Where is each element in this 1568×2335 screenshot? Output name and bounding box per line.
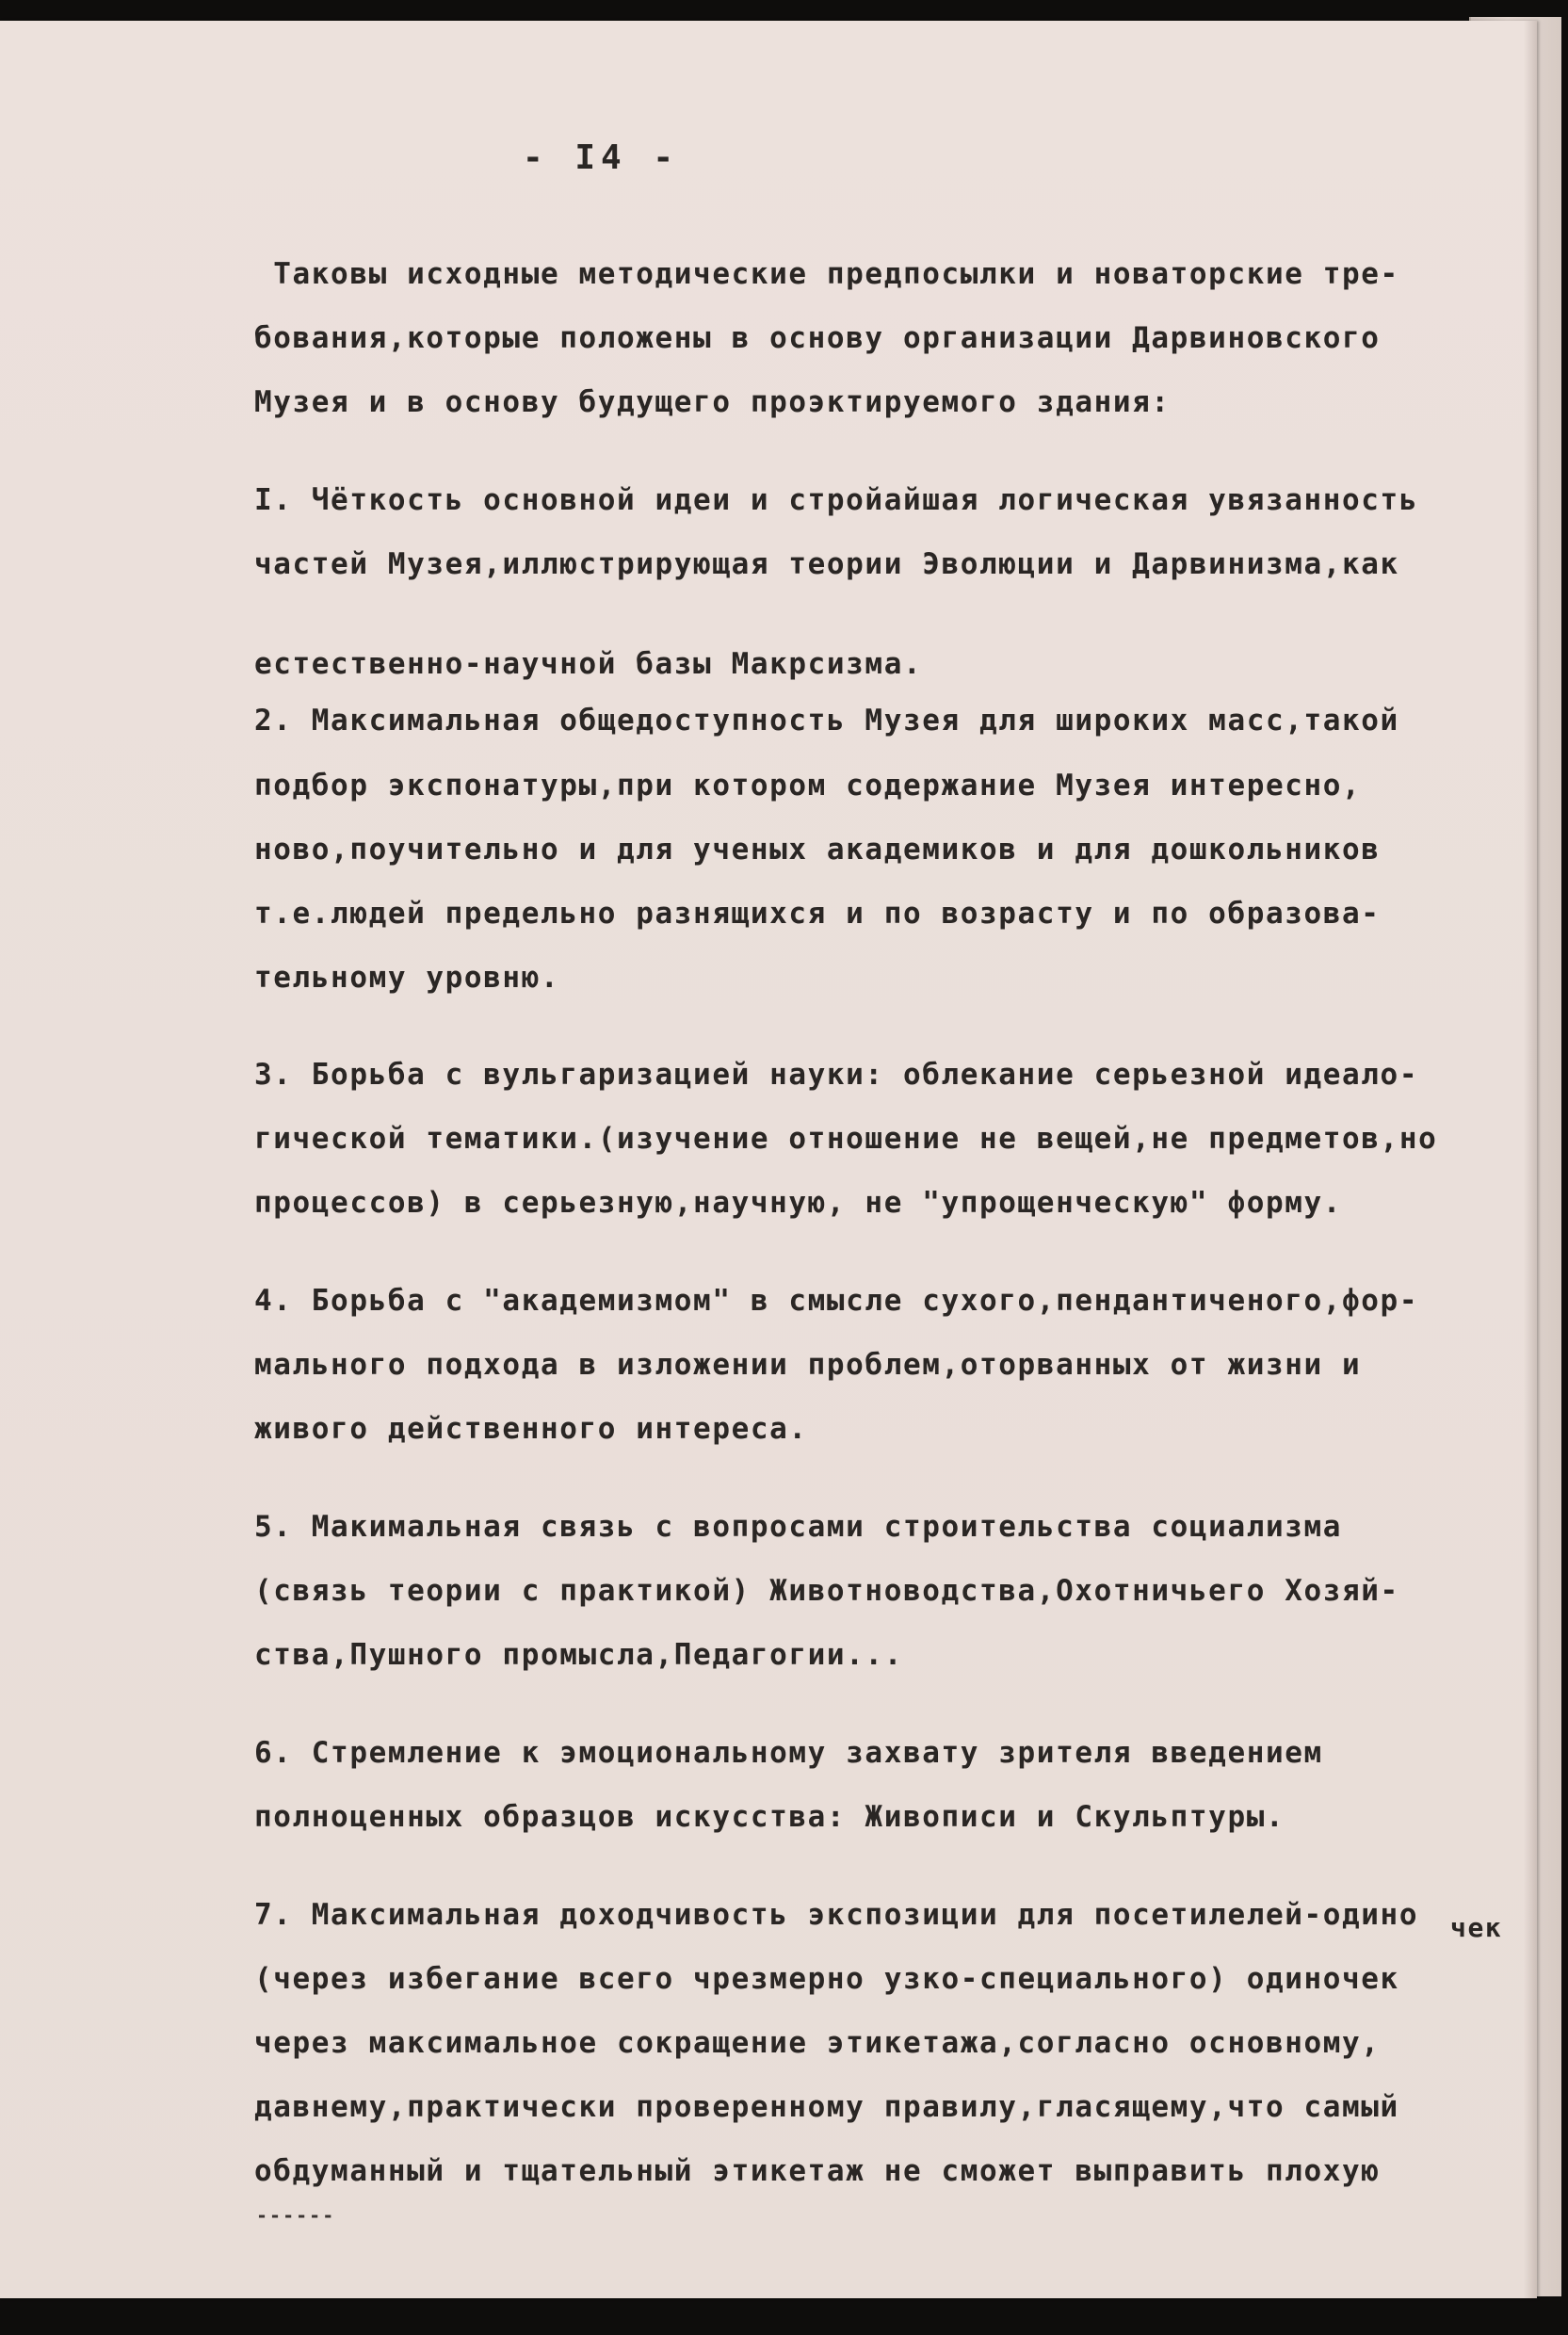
list-item-7-line: давнему,практически проверенному правилу,гласящему,что самый xyxy=(254,2090,1399,2124)
list-item-3-line: 3. Борьба с вульгаризацией науки: облекание серьезной идеало- xyxy=(254,1058,1419,1092)
list-item-7-line: 7. Максимальная доходчивость экспозиции для посетилелей-одино xyxy=(254,1898,1419,1932)
handwritten-correction: чек xyxy=(1450,1912,1503,1943)
text-line: Музея и в основу будущего проэктируемого здания: xyxy=(254,385,1171,419)
list-item-5-line: ства,Пушного промысла,Педагогии... xyxy=(254,1638,903,1672)
list-item-4-line: мального подхода в изложении проблем,оторванных от жизни и xyxy=(254,1348,1362,1382)
list-item-1-line: I. Чёткость основной идеи и стройайшая логическая увязанность xyxy=(254,483,1419,517)
list-item-7-line: обдуманный и тщательный этикетаж не сможет выправить плохую xyxy=(254,2154,1381,2188)
list-item-6-line: полноценных образцов искусства: Живописи и Скульптуры. xyxy=(254,1800,1285,1834)
list-item-3-line: процессов) в серьезную,научную, не "упрощенческую" форму. xyxy=(254,1186,1343,1220)
list-item-2-line: т.е.людей предельно разнящихся и по возрасту и по образова- xyxy=(254,897,1381,931)
list-item-5-line: (связь теории с практикой) Животноводства,Охотничьего Хозяй- xyxy=(254,1574,1399,1608)
list-item-1-line: естественно-научной базы Макрсизма. xyxy=(254,647,923,681)
list-item-2-line: 2. Максимальная общедоступность Музея для широких масс,такой xyxy=(254,704,1399,738)
list-item-6-line: 6. Стремление к эмоциональному захвату зрителя введением xyxy=(254,1736,1323,1770)
page-text xyxy=(0,21,1537,2298)
cut-off-line-fragment: ------ xyxy=(256,2204,336,2227)
typewritten-page xyxy=(0,21,1537,2298)
list-item-4-line: живого действенного интереса. xyxy=(254,1412,808,1446)
page-number: - I4 - xyxy=(523,138,680,177)
list-item-7-line: через максимальное сокращение этикетажа,согласно основному, xyxy=(254,2026,1381,2060)
list-item-2-line: тельному уровню. xyxy=(254,961,560,995)
list-item-7-line: (через избегание всего чрезмерно узко-специального) одиночек xyxy=(254,1962,1399,1996)
list-item-5-line: 5. Макимальная связь с вопросами строительства социализма xyxy=(254,1510,1343,1544)
list-item-2-line: подбор экспонатуры,при котором содержание Музея интересно, xyxy=(254,769,1362,803)
text-line: Таковы исходные методические предпосылки и новаторские тре- xyxy=(254,257,1399,291)
list-item-4-line: 4. Борьба с "академизмом" в смысле сухого,пендантиченого,фор- xyxy=(254,1284,1419,1318)
list-item-3-line: гической тематики.(изучение отношение не вещей,не предметов,но xyxy=(254,1122,1438,1156)
list-item-2-line: ново,поучительно и для ученых академиков и для дошкольников xyxy=(254,833,1381,867)
list-item-1-line: частей Музея,иллюстрирующая теории Эволюции и Дарвинизма,как xyxy=(254,547,1399,581)
text-line: бования,которые положены в основу организации Дарвиновского xyxy=(254,321,1381,355)
